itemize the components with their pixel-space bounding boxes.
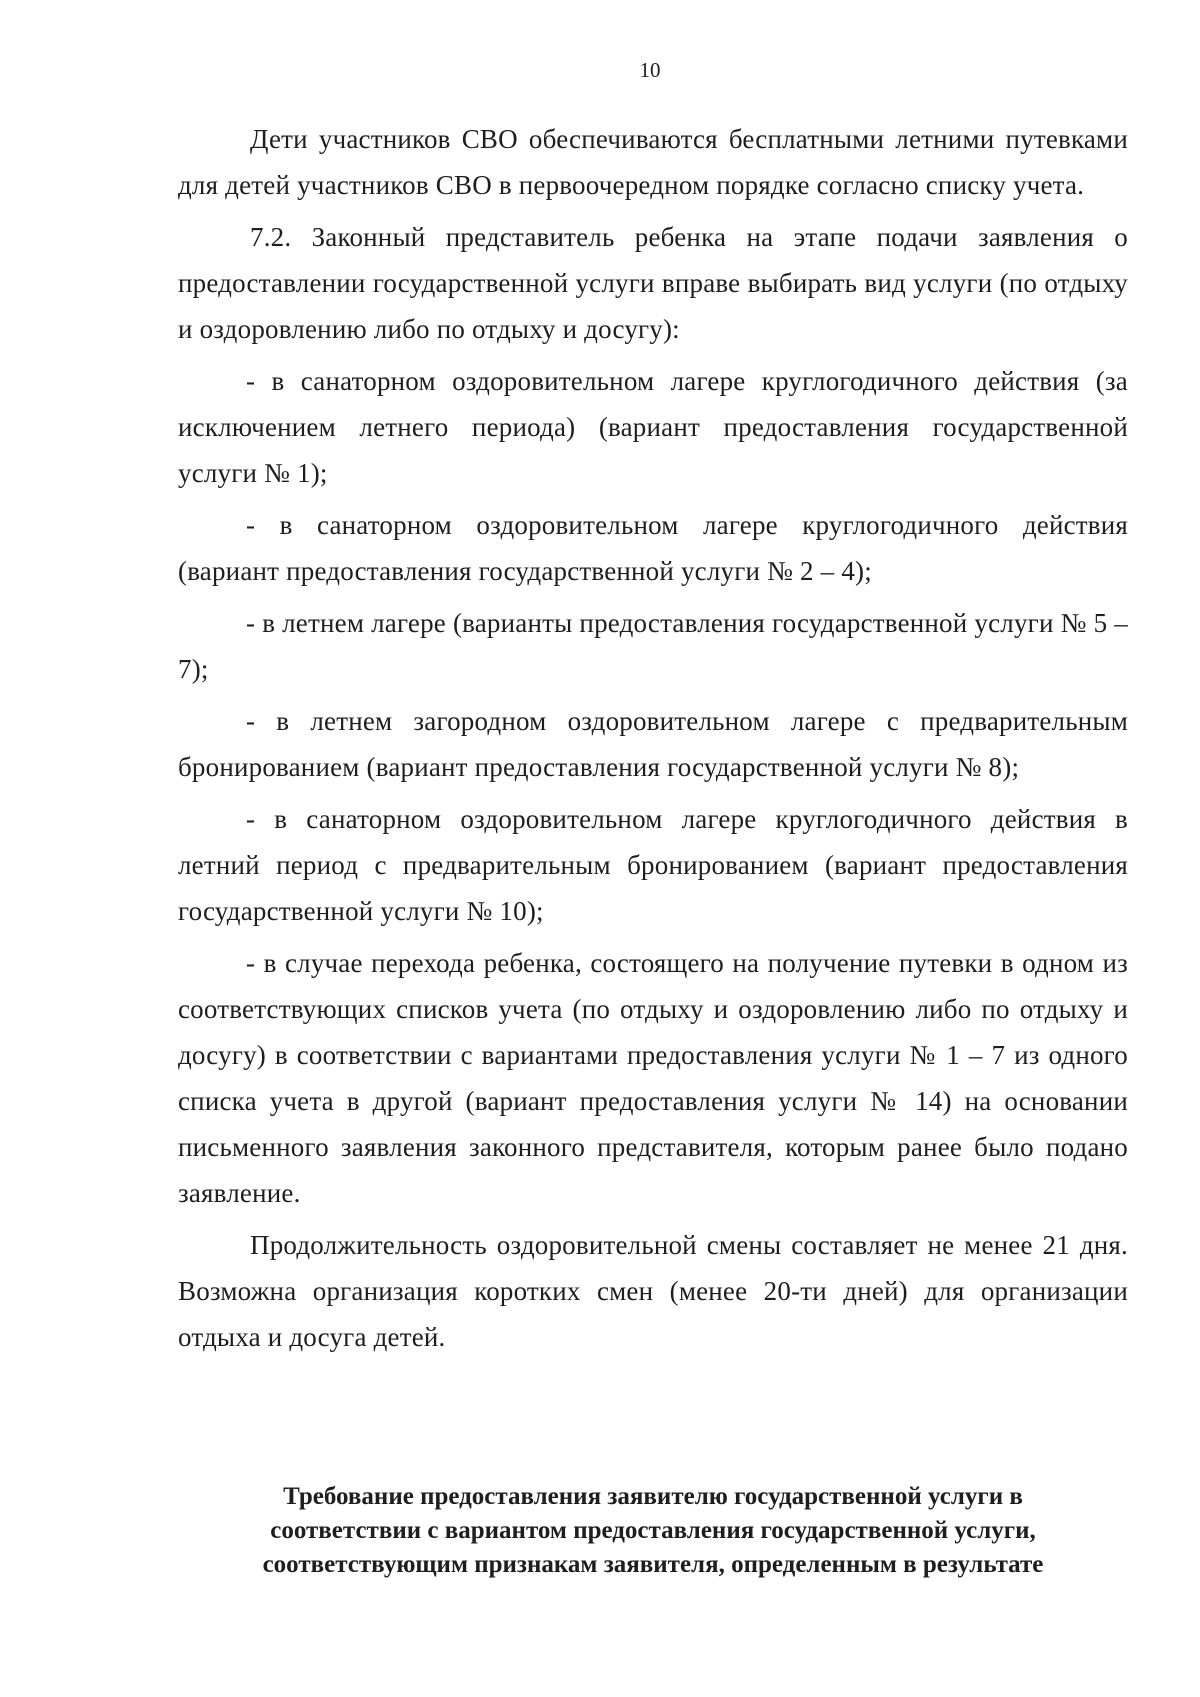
section-heading bbox=[178, 1480, 1128, 1582]
heading-line: Требование предоставления заявителю государственной услуги в bbox=[283, 1483, 1023, 1510]
body-text bbox=[178, 116, 1128, 1366]
page-number: 10 bbox=[639, 58, 661, 82]
list-item-variant-2-4: - в санаторном оздоровительном лагере круглогодичного действия (вариант предоставления государственной услуги № 2 – 4); bbox=[178, 510, 1128, 586]
list-item-variant-8: - в летнем загородном оздоровительном лагере с предварительным бронированием (вариант предоставления государственной услуги № 8); bbox=[178, 706, 1128, 782]
list-item-variant-10: - в санаторном оздоровительном лагере круглогодичного действия в летний период с предварительным бронированием (вариант предоставления государственной услуги № 10); bbox=[178, 804, 1128, 926]
list-item-variant-14: - в случае перехода ребенка, состоящего на получение путевки в одном из соответствующих списков учета (по отдыху и оздоровлению либо по отдыху и досугу) в соответствии с вариантами предоставления услуги № 1 – 7 из одного списка учета в другой (вариант предоставления услуги № 14) на основании письменного заявления законного представителя, которым ранее было подано заявление. bbox=[178, 948, 1128, 1208]
heading-line: соответствии с вариантом предоставления государственной услуги, bbox=[270, 1517, 1036, 1544]
paragraph-svo-children: Дети участников СВО обеспечиваются бесплатными летними путевками для детей участников СВО в первоочередном порядке согласно списку учета. bbox=[178, 124, 1128, 200]
list-item-variant-5-7: - в летнем лагере (варианты предоставления государственной услуги № 5 – 7); bbox=[178, 608, 1128, 684]
paragraph-7-2: 7.2. Законный представитель ребенка на этапе подачи заявления о предоставлении государственной услуги вправе выбирать вид услуги (по отдыху и оздоровлению либо по отдыху и досугу): bbox=[178, 222, 1128, 344]
list-item-variant-1: - в санаторном оздоровительном лагере круглогодичного действия (за исключением летнего периода) (вариант предоставления государственной услуги № 1); bbox=[178, 366, 1128, 488]
heading-line: соответствующим признакам заявителя, определенным в результате bbox=[262, 1551, 1044, 1578]
paragraph-shift-duration: Продолжительность оздоровительной смены составляет не менее 21 дня. Возможна организация коротких смен (менее 20-ти дней) для организации отдыха и досуга детей. bbox=[178, 1230, 1128, 1352]
